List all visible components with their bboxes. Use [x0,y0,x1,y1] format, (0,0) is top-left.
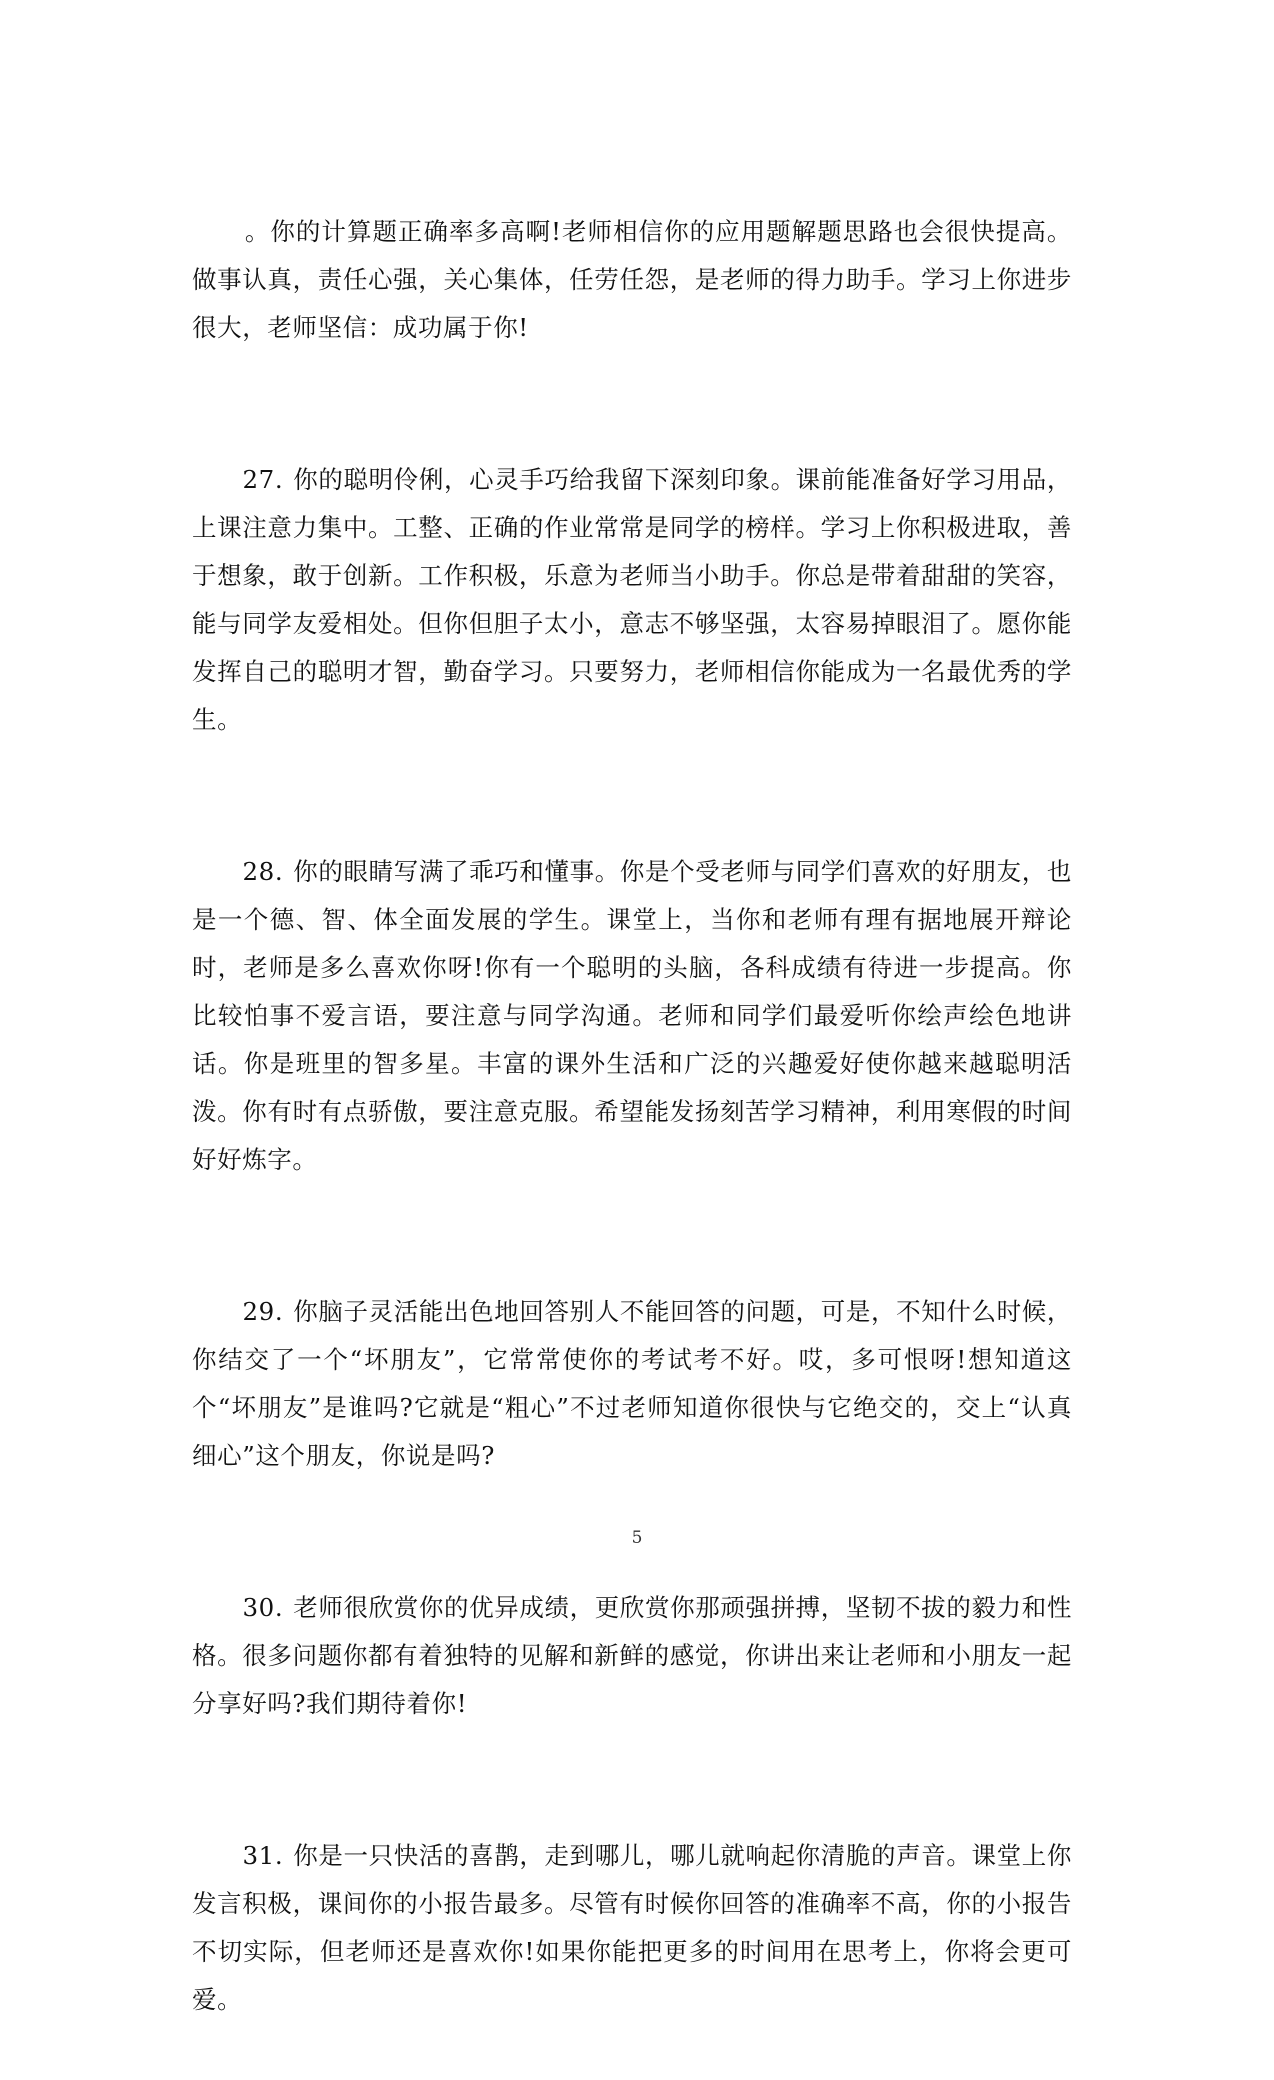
paragraph-text: 你的聪明伶俐，心灵手巧给我留下深刻印象。课前能准备好学习用品，上课注意力集中。工整、正确的作业常常是同学的榜样。学习上你积极进取，善于想象，敢于创新。工作积极，乐意为老师当小助手。你总是带着甜甜的笑容，能与同学友爱相处。但你但胆子太小，意志不够坚强，太容易掉眼泪了。愿你能发挥自己的聪明才智，勤奋学习。只要努力，老师相信你能成为一名最优秀的学生。 [192,465,1072,734]
paragraph-continuation [192,160,1072,400]
paragraph-28 [192,800,1072,1232]
paragraph-27 [192,408,1072,792]
paragraph-number: 27. [242,465,284,494]
paragraph-number: 28. [242,857,284,886]
paragraph-text: 你的眼睛写满了乖巧和懂事。你是个受老师与同学们喜欢的好朋友，也是一个德、智、体全面发展的学生。课堂上，当你和老师有理有据地展开辩论时，老师是多么喜欢你呀!你有一个聪明的头脑，各科成绩有待进一步提高。你比较怕事不爱言语，要注意与同学沟通。老师和同学们最爱听你绘声绘色地讲话。你是班里的智多星。丰富的课外生活和广泛的兴趣爱好使你越来越聪明活泼。你有时有点骄傲，要注意克服。希望能发扬刻苦学习精神，利用寒假的时间好好炼字。 [192,857,1072,1174]
paragraph-text: 老师很欣赏你的优异成绩，更欣赏你那顽强拼搏，坚韧不拔的毅力和性格。很多问题你都有着独特的见解和新鲜的感觉，你讲出来让老师和小朋友一起分享好吗?我们期待着你! [192,1593,1072,1718]
paragraph-29 [192,1240,1072,1528]
paragraph-30 [192,1536,1072,1776]
paragraph-text: 你是一只快活的喜鹊，走到哪儿，哪儿就响起你清脆的声音。课堂上你发言积极，课间你的小报告最多。尽管有时候你回答的准确率不高，你的小报告不切实际，但老师还是喜欢你!如果你能把更多的时间用在思考上，你将会更可爱。 [192,1841,1072,2014]
paragraph-number: 31. [242,1841,284,1870]
paragraph-text: 你脑子灵活能出色地回答别人不能回答的问题，可是，不知什么时候，你结交了一个“坏朋友”，它常常使你的考试考不好。哎，多可恨呀!想知道这个“坏朋友”是谁吗?它就是“粗心”不过老师知道你很快与它绝交的，交上“认真细心”这个朋友，你说是吗? [192,1297,1072,1470]
page-number: 5 [631,1528,643,1548]
paragraph-31 [192,1784,1072,2072]
paragraph-text: 。你的计算题正确率多高啊!老师相信你的应用题解题思路也会很快提高。做事认真，责任心强，关心集体，任劳任怨，是老师的得力助手。学习上你进步很大，老师坚信：成功属于你! [192,217,1072,342]
paragraph-number: 29. [242,1297,284,1326]
paragraph-number: 30. [242,1593,284,1622]
document-body [192,160,1072,2080]
